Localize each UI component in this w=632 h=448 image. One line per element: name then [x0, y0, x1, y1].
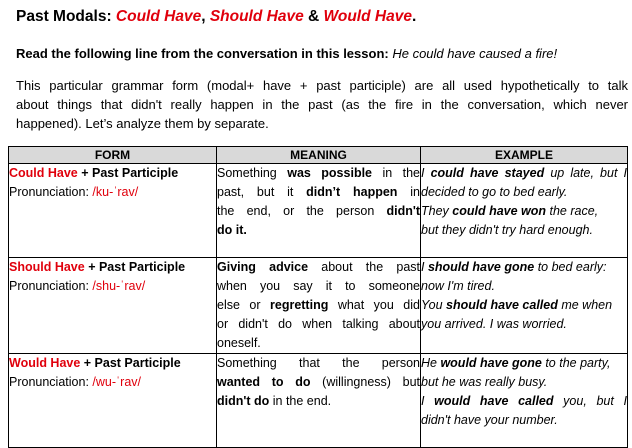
form-structure: + Past Participle: [77, 166, 179, 180]
intro-instruction: Read the following line from the conversation in this lesson:: [16, 46, 389, 61]
form-cell: [9, 258, 217, 354]
meaning-cell: [217, 354, 421, 448]
example-line: decided to go to bed early.: [421, 185, 568, 199]
meaning-cell: [217, 258, 421, 354]
example-line: didn't have your number.: [421, 413, 558, 427]
intro-line: [16, 46, 557, 61]
example-line: You should have called me when: [421, 298, 613, 312]
modal-name: Could Have: [9, 166, 78, 180]
example-line: but they didn't try hard enough.: [421, 223, 593, 237]
meaning-line: Something was possible in the: [217, 166, 420, 180]
example-line: but he was really busy.: [421, 375, 548, 389]
example-line: you arrived. I was worried.: [421, 317, 567, 331]
header-example: EXAMPLE: [421, 147, 628, 164]
meaning-line: didn't do in the end.: [217, 394, 332, 408]
title-separator: &: [303, 8, 324, 25]
meaning-line: wanted to do (willingness) but: [217, 375, 421, 389]
title-could-have: Could Have: [115, 8, 202, 25]
example-line: I would have called you, but I: [421, 394, 627, 408]
meaning-line: oneself.: [217, 336, 261, 350]
pronunciation-value: /ku-ˈrav/: [92, 185, 139, 199]
table-header-row: [9, 147, 628, 164]
pronunciation-label: Pronunciation:: [9, 279, 93, 293]
meaning-line: do it.: [217, 223, 247, 237]
example-line: I should have gone to bed early:: [421, 260, 607, 274]
explanation-paragraph: [16, 76, 628, 133]
meaning-line: else or regretting what you did: [217, 298, 420, 312]
example-line: He would have gone to the party,: [421, 356, 611, 370]
form-structure: + Past Participle: [80, 356, 181, 370]
meaning-line: Giving advice about the past: [217, 260, 421, 274]
example-cell: [421, 258, 628, 354]
meaning-line: when you say it to someone: [217, 279, 420, 293]
example-line: I could have stayed up late, but I: [421, 166, 627, 180]
title-should-have: Should Have: [209, 8, 304, 25]
table-row: [9, 354, 628, 448]
header-form: FORM: [9, 147, 217, 164]
title-would-have: Would Have: [323, 8, 412, 25]
meaning-line: or didn't do when talking about: [217, 317, 420, 331]
table-row: [9, 258, 628, 354]
form-cell: [9, 354, 217, 448]
form-cell: [9, 164, 217, 258]
form-structure: + Past Participle: [84, 260, 186, 274]
pronunciation-label: Pronunciation:: [9, 375, 93, 389]
title-end: .: [411, 8, 417, 25]
pronunciation-label: Pronunciation:: [9, 185, 93, 199]
modal-name: Should Have: [9, 260, 85, 274]
modal-name: Would Have: [9, 356, 81, 370]
example-cell: [421, 164, 628, 258]
intro-quote: He could have caused a fire!: [392, 46, 558, 61]
meaning-cell: [217, 164, 421, 258]
example-cell: [421, 354, 628, 448]
example-line: They could have won the race,: [421, 204, 599, 218]
meaning-line: past, but it didn’t happen in: [217, 185, 420, 199]
meaning-line: the end, or the person didn't: [217, 204, 420, 218]
pronunciation-value: /shu-ˈrav/: [92, 279, 146, 293]
paragraph-line: This particular grammar form (modal+ have + past participle) are all used hypothetically to talk: [16, 78, 628, 93]
header-meaning: MEANING: [217, 147, 421, 164]
paragraph-line: about things that didn't really happen in the past (as the fire in the conversation, which never: [16, 97, 628, 112]
example-line: now I'm tired.: [421, 279, 495, 293]
paragraph-line: happened). Let’s analyze them by separate.: [16, 116, 269, 131]
title-prefix: Past Modals:: [16, 8, 116, 25]
page-title: [16, 8, 416, 26]
title-separator: ,: [201, 8, 210, 25]
table-row: [9, 164, 628, 258]
modals-table: [8, 146, 628, 448]
meaning-line: Something that the person: [217, 356, 420, 370]
pronunciation-value: /wu-ˈrav/: [92, 375, 142, 389]
